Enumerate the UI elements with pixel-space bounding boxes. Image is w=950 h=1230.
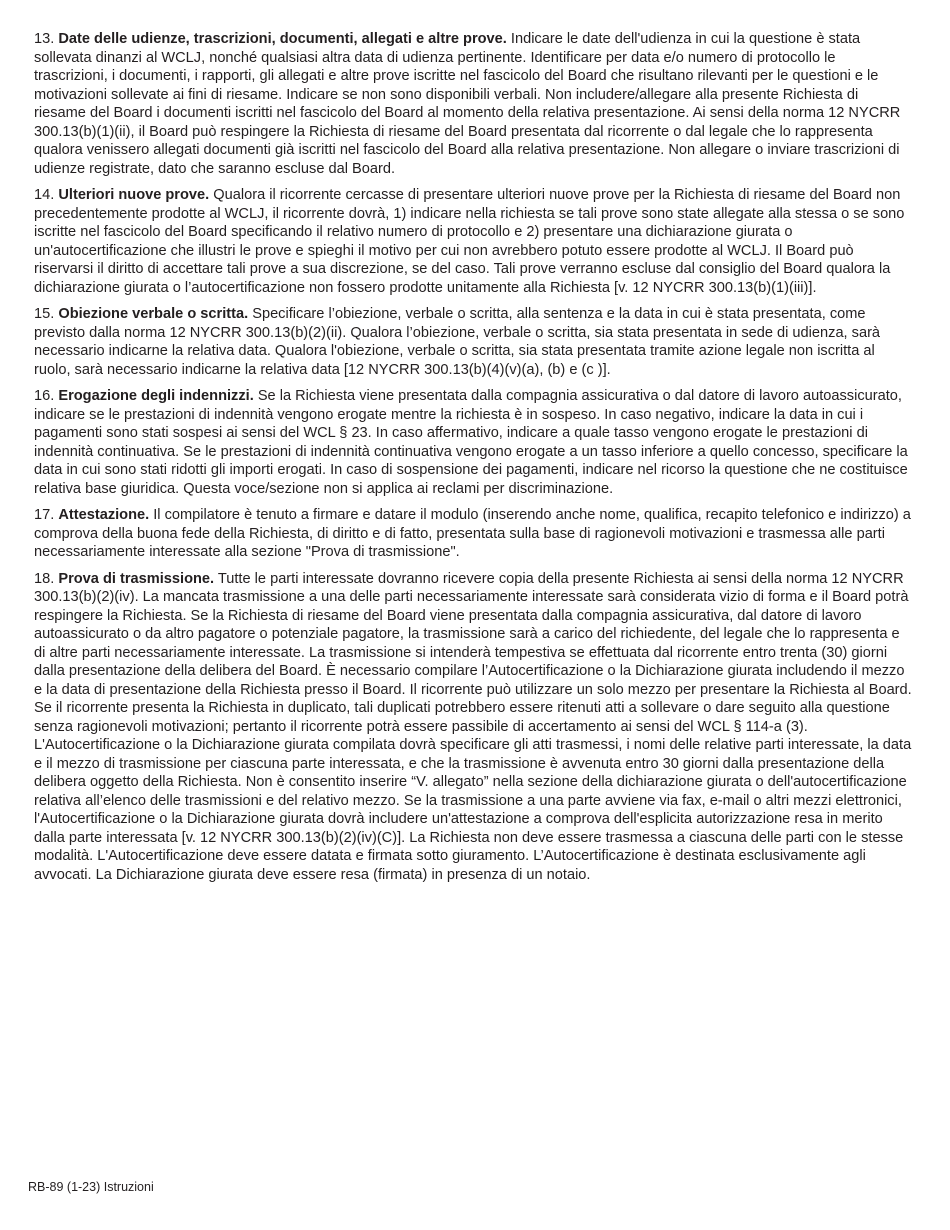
instructions-body bbox=[34, 30, 912, 892]
section-14 bbox=[34, 186, 912, 297]
section-16 bbox=[34, 387, 912, 498]
section-18 bbox=[34, 570, 912, 885]
section-number: 14. bbox=[34, 187, 55, 203]
section-number: 16. bbox=[34, 388, 55, 404]
section-text: Qualora il ricorrente cercasse di presentare ulteriori nuove prove per la Richiesta di riesame del Board non precedentemente prodotte al WCLJ, il ricorrente dovrà, 1) indicare nella richiesta se tali prove sono state allegate alla stessa o se sono iscritte nel fascicolo del Board specificando il relativo numero di protocollo e 2) presentare una dichiarazione giurata o un'autocertificazione che illustri le prove e spieghi il motivo per cui non avrebbero potuto essere prodotte al WCLJ. Il Board può riservarsi il diritto di accettare tali prove a sua discrezione, se del caso. Tali prove verranno escluse dal consiglio del Board qualora la dichiarazione giurata o l’autocertificazione non fossero prodotte unitamente alla Richiesta [v. 12 NYCRR 300.13(b)(1)(iii)]. bbox=[34, 187, 905, 296]
section-title: Ulteriori nuove prove. bbox=[58, 187, 210, 203]
form-id: RB-89 (1-23) Istruzioni bbox=[28, 1180, 154, 1194]
section-number: 13. bbox=[34, 31, 55, 47]
section-number: 17. bbox=[34, 507, 55, 523]
section-number: 15. bbox=[34, 306, 55, 322]
section-title: Date delle udienze, trascrizioni, documenti, allegati e altre prove. bbox=[58, 31, 507, 47]
section-title: Prova di trasmissione. bbox=[58, 570, 215, 587]
section-text: Il compilatore è tenuto a firmare e datare il modulo (inserendo anche nome, qualifica, recapito telefonico e indirizzo) a comprova della buona fede della Richiesta, di diritto e di fatto, presentata sulla base di ragionevoli motivazioni e trasmessa alle parti necessariamente interessate alla sezione "Prova di trasmissione". bbox=[34, 507, 911, 560]
section-13 bbox=[34, 30, 912, 178]
section-number: 18. bbox=[34, 570, 55, 587]
section-title: Erogazione degli indennizzi. bbox=[58, 388, 254, 404]
section-text: Tutte le parti interessate dovranno ricevere copia della presente Richiesta ai sensi della norma 12 NYCRR 300.13(b)(2)(iv). La mancata trasmissione a una delle parti necessariamente interessate sarà considerata vizio di forma e il Board potrà respingere la Richiesta. Se la Richiesta di riesame del Board viene presentata dalla compagnia assicurativa, dal datore di lavoro autoassicurato o da altro pagatore o potenziale pagatore, la trasmissione sarà a carico del richiedente, del legale che lo rappresenta e di altre parti necessariamente interessate. La trasmissione si intenderà tempestiva se effettuata dal ricorrente entro trenta (30) giorni dalla presentazione della delibera del Board. È necessario compilare l’Autocertificazione o la Dichiarazione giurata includendo il mezzo e la data di presentazione della Richiesta presso il Board. Il ricorrente può utilizzare un solo mezzo per presentare la Richiesta al Board. Se il ricorrente presenta la Richiesta in duplicato, tali duplicati potrebbero essere ritenuti atti a sollevare o dare seguito alla questione senza ragionevoli motivazioni; pertanto il ricorrente potrà essere passibile di accertamento ai sensi del WCL § 114-a (3). L'Autocertificazione o la Dichiarazione giurata compilata dovrà specificare gli atti trasmessi, i nomi delle relative parti interessate, la data e il mezzo di trasmissione per ciascuna parte interessata, e che la trasmissione è avvenuta entro 30 giorni dalla presentazione della delibera oggetto della Richiesta. Non è consentito inserire “V. allegato” nella sezione della dichiarazione giurata o dell'autocertificazione relativa all’elenco delle trasmissioni e del relativo mezzo. Se la trasmissione a una parte avviene via fax, e-mail o altri mezzi elettronici, l'Autocertificazione o la Dichiarazione giurata dovrà includere un'attestazione a comprova dell'esplicita autorizzazione resa in merito dalla parte interessata [v. 12 NYCRR 300.13(b)(2)(iv)(C)]. La Richiesta non deve essere trasmessa a ciascuna delle parti con le stesse modalità. L'Autocertificazione deve essere datata e firmata sotto giuramento. L’Autocertificazione è destinata esclusivamente agli avvocati. La Dichiarazione giurata deve essere resa (firmata) in presenza di un notaio. bbox=[34, 570, 912, 883]
section-15 bbox=[34, 305, 912, 379]
form-footer bbox=[28, 1179, 154, 1195]
section-text: Se la Richiesta viene presentata dalla compagnia assicurativa o dal datore di lavoro autoassicurato, indicare se le prestazioni di indennità vengono erogate mentre la richiesta è in sospeso. In caso negativo, indicare la data in cui i pagamenti sono stati sospesi ai sensi del WCL § 23. In caso affermativo, indicare a quale tasso vengono erogate le prestazioni di indennità continuativa. Se le prestazioni di indennità continuativa vengono erogate a un tasso inferiore a quello concesso, specificare la data in cui sono stati ridotti gli importi erogati. In caso di sospensione dei pagamenti, indicare nel ricorso la questione che ne costituisce relativa base giuridica. Questa voce/sezione non si applica ai reclami per discriminazione. bbox=[34, 388, 908, 497]
section-17 bbox=[34, 506, 912, 562]
section-text: Indicare le date dell'udienza in cui la questione è stata sollevata dinanzi al WCLJ, nonché qualsiasi altra data di udienza pertinente. Identificare per data e/o numero di protocollo le trascrizioni, i documenti, i rapporti, gli allegati e altre prove iscritte nel fascicolo del Board che risultano rilevanti per le questioni e le motivazioni sollevate ai fini di riesame. Indicare se non sono disponibili verbali. Non includere/allegare alla presente Richiesta di riesame del Board i documenti iscritti nel fascicolo del Board al momento della relativa presentazione. Ai sensi della norma 12 NYCRR 300.13(b)(1)(ii), il Board può respingere la Richiesta di riesame del Board presentata dal ricorrente o dal legale che lo rappresenta qualora venissero allegati documenti già iscritti nel fascicolo del Board alla relativa presentazione. Non allegare o inviare trascrizioni di udienze registrate, dato che saranno escluse dal Board. bbox=[34, 31, 901, 177]
section-title: Attestazione. bbox=[58, 507, 150, 523]
section-text: Specificare l’obiezione, verbale o scritta, alla sentenza e la data in cui è stata presentata, come previsto dalla norma 12 NYCRR 300.13(b)(2)(ii). Qualora l’obiezione, verbale o scritta, sia stata presentata in sede di udienza, sarà necessario indicarne la relativa data. Qualora l'obiezione, verbale o scritta, sia stata presentata tramite azione legale non iscritta al ruolo, sarà necessario indicarne la relativa data [12 NYCRR 300.13(b)(4)(v)(a), (b) e (c )]. bbox=[34, 306, 881, 378]
section-title: Obiezione verbale o scritta. bbox=[58, 306, 249, 322]
